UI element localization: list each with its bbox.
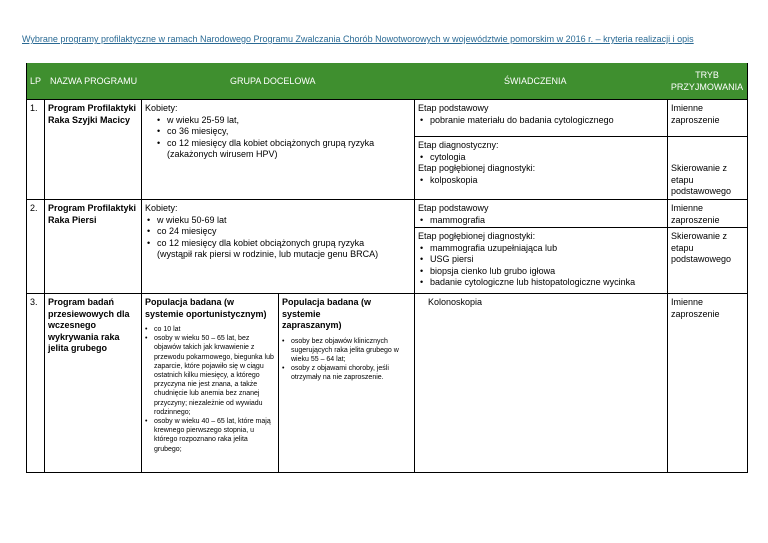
row2-name-line1: Program Profilaktyki xyxy=(48,203,137,213)
list-item: • co 36 miesięcy, xyxy=(155,126,410,138)
row1-mode2-line: Skierowanie z xyxy=(671,163,728,173)
row-divider xyxy=(414,136,747,137)
row2-s2-title: Etap pogłębionej diagnostyki: xyxy=(418,231,536,241)
row3-program-name xyxy=(48,297,140,355)
row1-service-diag xyxy=(418,140,663,186)
header-mode-line2: PRZYJMOWANIA xyxy=(670,82,744,92)
row-divider xyxy=(26,199,748,200)
row1-group-intro: Kobiety: xyxy=(145,103,178,113)
list-item: • mammografia xyxy=(418,215,663,227)
row1-s1-title: Etap podstawowy xyxy=(418,103,489,113)
row1-name-line1: Program Profilaktyki xyxy=(48,103,137,113)
row1-mode2-line: podstawowego xyxy=(671,186,732,196)
document-title: Wybrane programy profilaktyczne w ramach Narodowego Programu Zwalczania Chorób Nowotworowych w województwie pomorskim w 2016 r. – kryteria realizacji i opis xyxy=(22,34,694,44)
col-divider xyxy=(414,99,415,473)
row2-program-name xyxy=(48,203,140,226)
row2-mode-1 xyxy=(671,203,745,226)
list-item: • w wieku 50-69 lat xyxy=(145,215,410,227)
list-item: • osoby bez objawów klinicznych sugerujących raka jelita grubego w wieku 55 – 64 lat; xyxy=(282,337,410,365)
row2-target-group xyxy=(145,203,410,261)
col-divider xyxy=(278,293,279,473)
header-mode xyxy=(667,69,747,93)
row3-name-line: jelita grubego xyxy=(48,343,108,353)
row1-mode-2 xyxy=(671,163,745,198)
table-border-right xyxy=(747,63,748,473)
row-divider xyxy=(26,99,748,100)
list-item: • co 12 miesięcy dla kobiet obciążonych grupą ryzyka xyxy=(145,238,410,250)
row3-service: Kolonoskopia xyxy=(428,297,483,307)
list-item: • w wieku 25-59 lat, xyxy=(155,115,410,127)
row1-service-basic xyxy=(418,103,663,126)
row2-mode2-line: Skierowanie z xyxy=(671,231,728,241)
row2-mode2-line: etapu xyxy=(671,242,694,253)
list-item: • mammografia uzupełniająca lub xyxy=(418,243,663,255)
row-divider xyxy=(414,227,747,228)
row1-program-name xyxy=(48,103,140,126)
col-divider xyxy=(667,99,668,473)
row1-mode1-line1: Imienne xyxy=(671,103,704,113)
table-border-left xyxy=(26,63,27,473)
row2-service-basic xyxy=(418,203,663,226)
list-item: • co 10 lat xyxy=(145,325,275,334)
row2-group-note: (wystąpił rak piersi w rodzinie, lub mutacje genu BRCA) xyxy=(157,249,379,259)
row2-group-intro: Kobiety: xyxy=(145,203,178,213)
row1-group-note: (zakażonych wirusem HPV) xyxy=(167,149,278,159)
list-item: • badanie cytologiczne lub histopatologiczne wycinka xyxy=(418,277,663,289)
row3-name-line: przesiewowych dla xyxy=(48,308,130,319)
row1-lp: 1. xyxy=(30,103,38,113)
row1-s3-title: Etap pogłębionej diagnostyki: xyxy=(418,163,536,173)
row2-name-line2: Raka Piersi xyxy=(48,214,97,225)
row3-inv-title-line1: Populacja badana (w systemie xyxy=(282,297,372,319)
row3-name-line: Program badań xyxy=(48,297,115,307)
col-divider xyxy=(141,99,142,473)
list-item: • osoby w wieku 50 – 65 lat, bez objawów takich jak krwawienie z przewodu pokarmowego, biegunka lub zaparcie, które pojawiło się w ciągu ostatnich kilku miesięcy, a którego przyczyna nie jest znana, a także chudnięcie lub anemia bez znanej przyczyny; niezależnie od wywiadu rodzinnego; xyxy=(145,334,275,417)
row2-s1-title: Etap podstawowy xyxy=(418,203,489,213)
row2-mode2-line: podstawowego xyxy=(671,254,732,264)
header-services: ŚWIADCZENIA xyxy=(504,76,567,86)
row3-inv-title-line2: zapraszanym) xyxy=(282,320,342,330)
row3-name-line: wczesnego xyxy=(48,320,97,330)
row1-mode-1 xyxy=(671,103,745,126)
row2-mode-2 xyxy=(671,231,745,266)
row2-mode1-line2: zaproszenie xyxy=(671,214,720,225)
list-item: • kolposkopia xyxy=(418,175,663,187)
row1-mode2-line: etapu xyxy=(671,174,694,185)
row3-mode-line1: Imienne xyxy=(671,297,704,307)
row3-mode xyxy=(671,297,745,320)
list-item: • osoby z objawami choroby, jeśli otrzymały na nie zaproszenie. xyxy=(282,364,410,382)
list-item: • pobranie materiału do badania cytologicznego xyxy=(418,115,663,127)
table-border-bottom xyxy=(26,472,748,473)
header-group: GRUPA DOCELOWA xyxy=(230,76,316,86)
list-item: • osoby w wieku 40 – 65 lat, które mają krewnego pierwszego stopnia, u którego rozpoznano raka jelita grubego; xyxy=(145,417,275,454)
row-divider xyxy=(26,293,748,294)
row2-lp: 2. xyxy=(30,203,38,213)
row3-name-line: wykrywania raka xyxy=(48,331,120,342)
row2-mode1-line1: Imienne xyxy=(671,203,704,213)
list-item: • biopsja cienko lub grubo igłowa xyxy=(418,266,663,278)
row3-opportunistic-population xyxy=(145,297,275,454)
header-name: NAZWA PROGRAMU xyxy=(50,76,138,86)
list-item: • cytologia xyxy=(418,152,663,164)
row2-service-diag xyxy=(418,231,663,289)
row1-target-group xyxy=(145,103,410,161)
header-mode-line1: TRYB xyxy=(695,70,719,80)
row1-name-line2: Raka Szyjki Macicy xyxy=(48,114,131,125)
row3-lp: 3. xyxy=(30,297,38,307)
row1-s2-title: Etap diagnostyczny: xyxy=(418,140,499,150)
row3-opp-title-line2: systemie oportunistycznym) xyxy=(145,308,267,319)
list-item: • co 24 miesięcy xyxy=(145,226,410,238)
row3-opp-title-line1: Populacja badana (w xyxy=(145,297,235,307)
col-divider xyxy=(44,99,45,473)
row3-mode-line2: zaproszenie xyxy=(671,308,720,319)
header-lp: LP xyxy=(30,76,42,86)
row1-mode1-line2: zaproszenie xyxy=(671,114,720,125)
row3-invited-population xyxy=(282,297,410,383)
list-item: • co 12 miesięcy dla kobiet obciążonych grupą ryzyka xyxy=(155,138,410,150)
list-item: • USG piersi xyxy=(418,254,663,266)
